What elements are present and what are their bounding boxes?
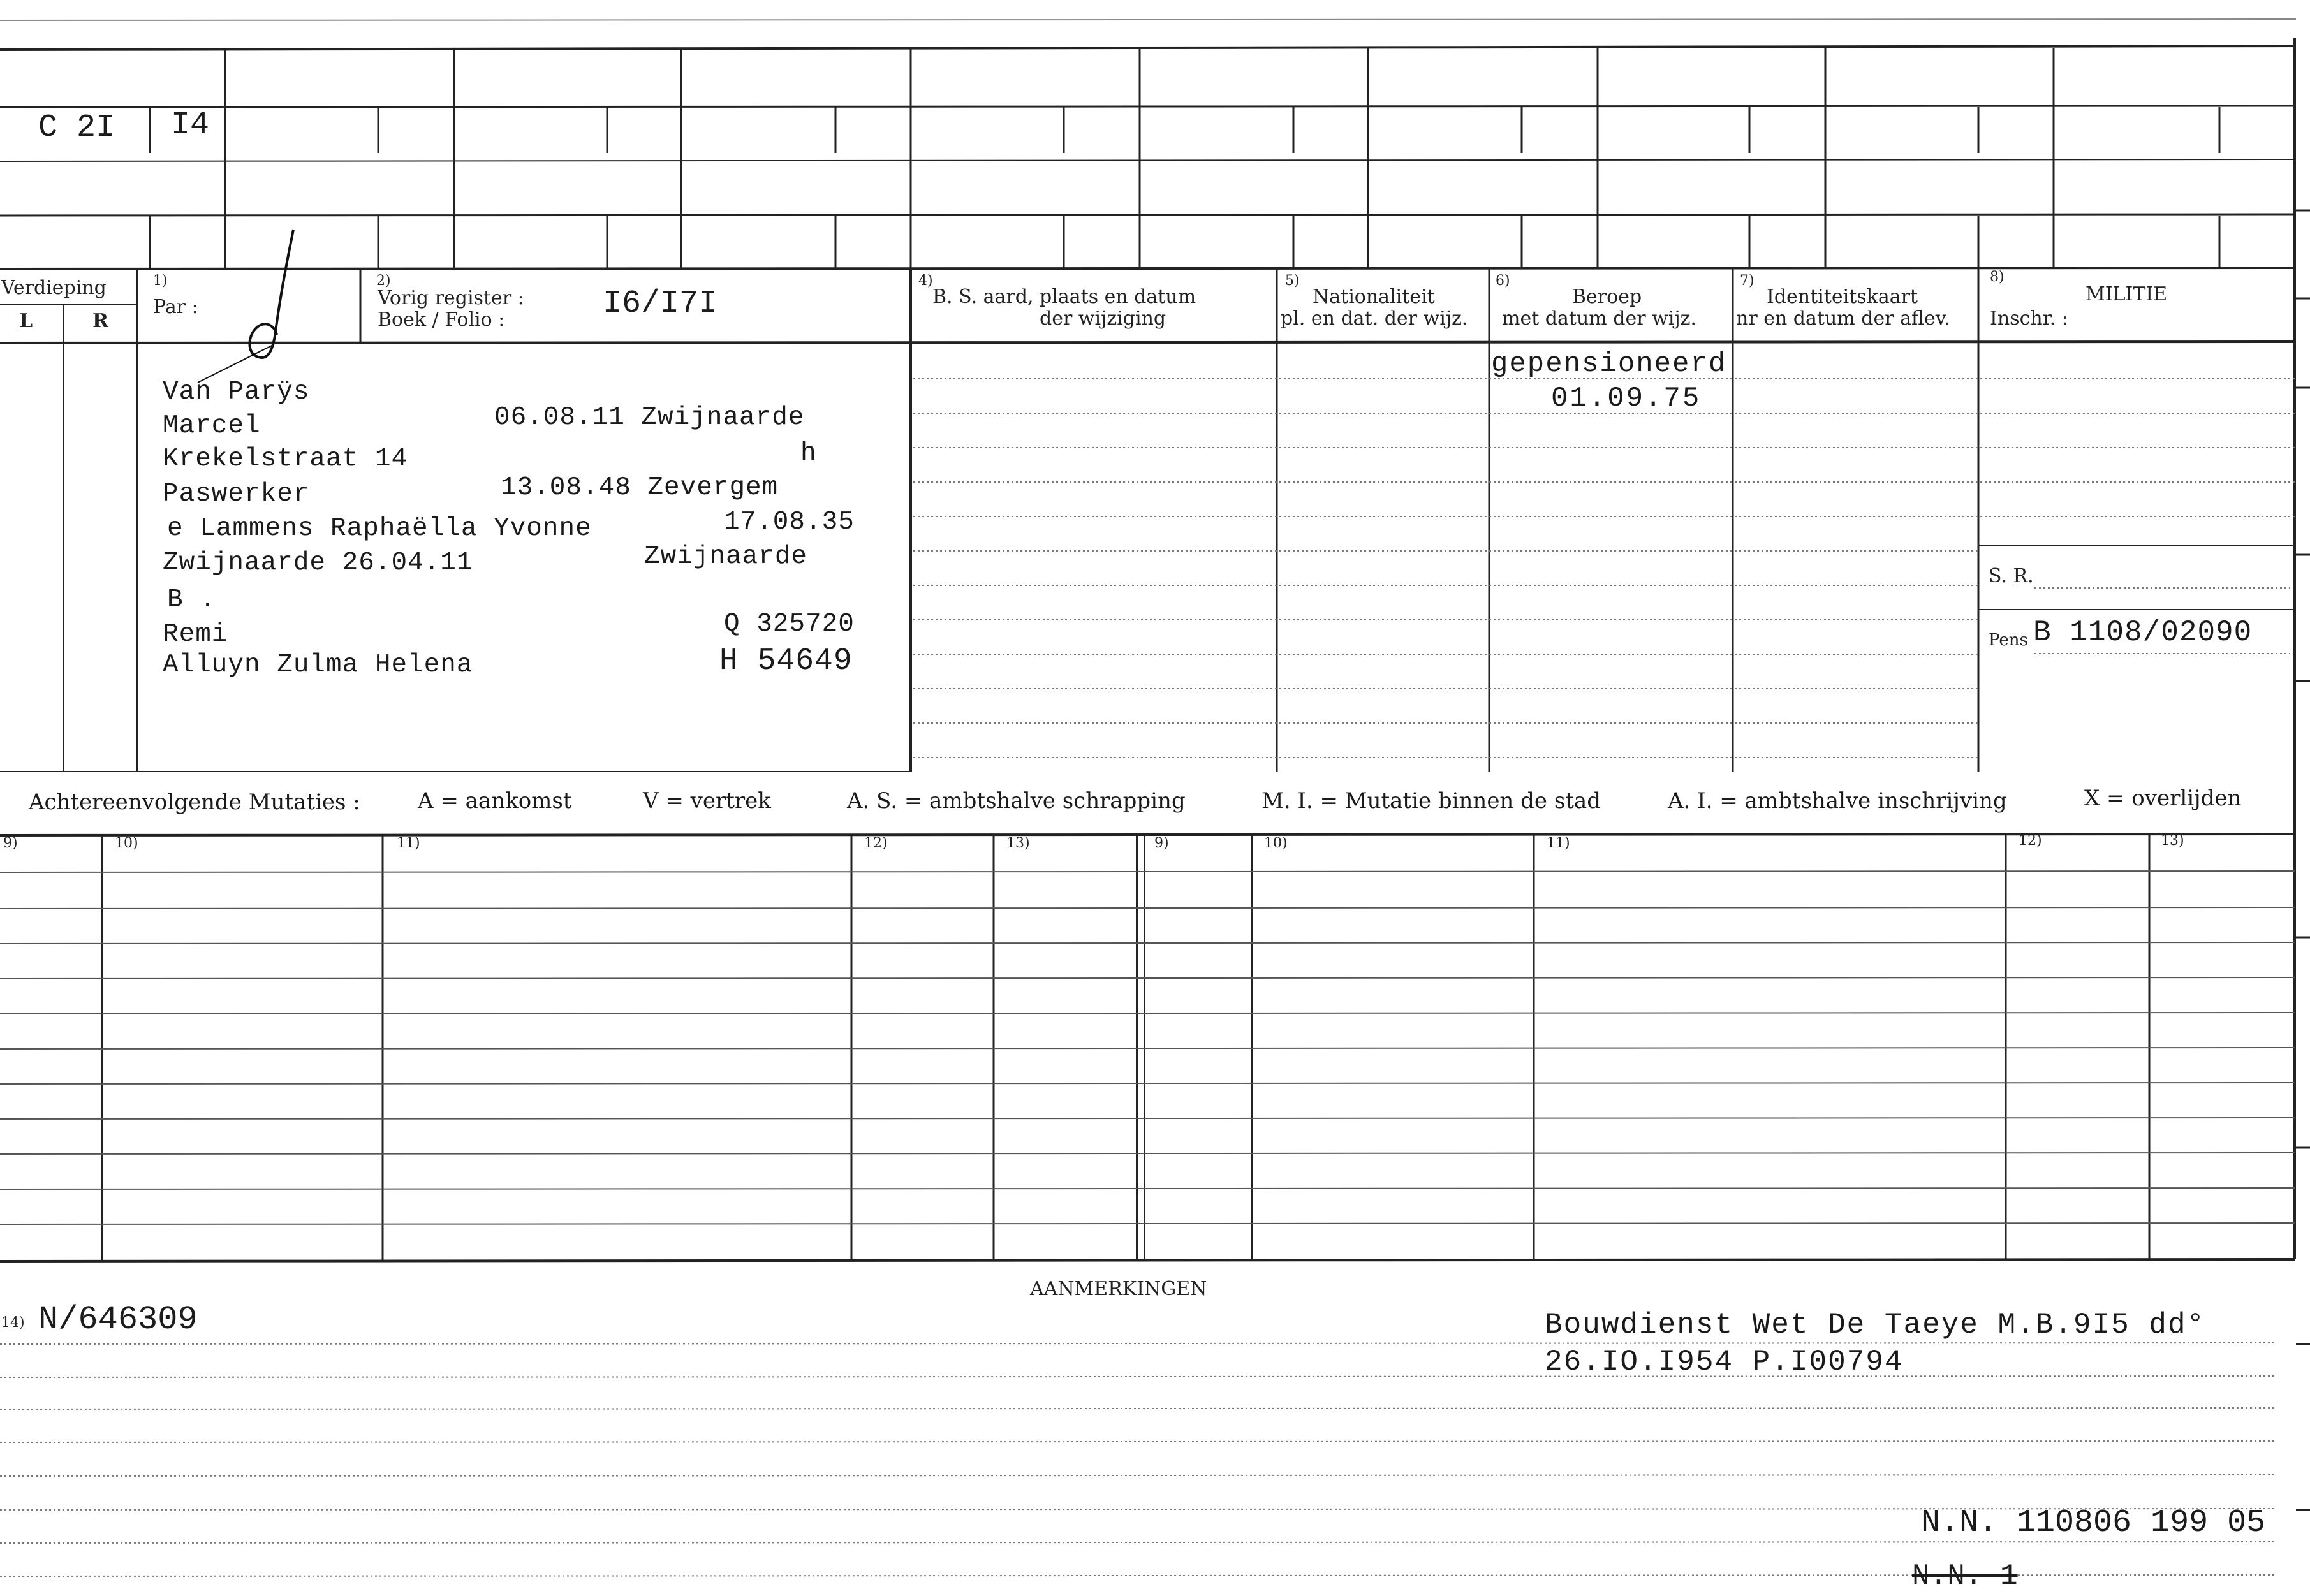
- mutation-col-11b: 11): [1547, 835, 1570, 851]
- legend-as: A. S. = ambtshalve schrapping: [847, 788, 1186, 814]
- col4-header-line1: B. S. aard, plaats en datum: [932, 286, 1196, 308]
- person-marriage: Zwijnaarde 26.04.11: [163, 548, 473, 578]
- col6-number: 6): [1496, 273, 1510, 289]
- person-father-code: Q 325720: [724, 610, 855, 639]
- mutation-col-12b: 12): [2019, 833, 2042, 849]
- col6-header-line1: Beroep: [1572, 286, 1642, 308]
- legend-mi: M. I. = Mutatie binnen de stad: [1262, 788, 1601, 814]
- person-occupation: Paswerker: [163, 480, 310, 509]
- person-marriage-place: Zwijnaarde: [644, 542, 808, 571]
- mutation-col-9: 9): [3, 835, 18, 851]
- militie-title: MILITIE: [2086, 283, 2168, 305]
- mutation-col-11: 11): [397, 835, 420, 851]
- col5-header-line1: Nationaliteit: [1313, 286, 1435, 308]
- col8-number: 8): [1990, 269, 2005, 285]
- remarks-title: AANMERKINGEN: [1030, 1278, 1207, 1300]
- person-father: Remi: [163, 620, 228, 649]
- mutation-col-13: 13): [1006, 835, 1030, 851]
- mutation-col-10b: 10): [1264, 835, 1288, 851]
- legend-x: X = overlijden: [2084, 786, 2242, 811]
- remarks-number: 14): [1, 1315, 25, 1331]
- par-label: Par :: [153, 296, 198, 318]
- beroep-date: 01.09.75: [1551, 383, 1702, 414]
- person-h: h: [800, 439, 817, 468]
- vorig-register-value: I6/I7I: [603, 286, 718, 322]
- person-since: 13.08.48 Zevergem: [501, 473, 779, 502]
- col4-number: 4): [918, 273, 933, 289]
- mutation-col-13b: 13): [2161, 833, 2184, 849]
- top-code-1: C 2I: [38, 110, 115, 146]
- beroep-status: gepensioneerd: [1491, 348, 1727, 380]
- person-name: Van Parÿs: [163, 377, 310, 407]
- person-mother-code: H 54649: [719, 644, 853, 678]
- handwritten-mark-icon: [191, 223, 332, 389]
- vorig-register-label: Vorig register :: [378, 287, 524, 309]
- mutation-col-10: 10): [115, 835, 138, 851]
- verdieping-label: Verdieping: [1, 277, 107, 299]
- top-code-2: I4: [171, 107, 210, 143]
- mutation-col-9b: 9): [1154, 835, 1169, 851]
- col5-number: 5): [1285, 273, 1300, 289]
- person-mother: Alluyn Zulma Helena: [163, 650, 473, 680]
- legend-ai: A. I. = ambtshalve inschrijving: [1668, 788, 2007, 814]
- person-street: Krekelstraat 14: [163, 444, 408, 474]
- vorig-number: 2): [376, 273, 391, 289]
- floor-l-label: L: [19, 310, 33, 332]
- boek-folio-label: Boek / Folio :: [378, 309, 505, 331]
- remarks-nn-number: N.N. 110806 199 05: [1921, 1505, 2266, 1541]
- remarks-nn-code: N/646309: [38, 1301, 198, 1338]
- mutation-col-12: 12): [864, 835, 888, 851]
- person-spouse: e Lammens Raphaëlla Yvonne: [167, 514, 592, 543]
- remarks-bouwdienst-date: 26.IO.I954 P.I00794: [1545, 1345, 1904, 1379]
- col4-header-line2: der wijziging: [1040, 307, 1166, 330]
- legend-title: Achtereenvolgende Mutaties :: [29, 789, 360, 815]
- par-number: 1): [153, 273, 168, 289]
- legend-a: A = aankomst: [418, 788, 572, 814]
- person-birth: 06.08.11 Zwijnaarde: [494, 403, 805, 432]
- col5-header-line2: pl. en dat. der wijz.: [1281, 307, 1468, 330]
- person-b: B .: [167, 585, 216, 615]
- col7-header-line1: Identiteitskaart: [1767, 286, 1918, 308]
- pens-label: Pens: [1989, 631, 2028, 650]
- floor-r-label: R: [92, 310, 108, 332]
- person-spouse-date: 17.08.35: [724, 508, 855, 537]
- sr-label: S. R.: [1989, 565, 2034, 587]
- remarks-bouwdienst: Bouwdienst Wet De Taeye M.B.9I5 dd°: [1545, 1308, 2206, 1342]
- inschr-label: Inschr. :: [1990, 307, 2068, 330]
- pens-value: B 1108/02090: [2033, 616, 2253, 649]
- col7-header-line2: nr en datum der aflev.: [1736, 307, 1950, 330]
- col6-header-line2: met datum der wijz.: [1502, 307, 1696, 330]
- legend-v: V = vertrek: [643, 788, 771, 814]
- remarks-nn-struck: N.N. 1: [1912, 1560, 2018, 1593]
- person-firstname: Marcel: [163, 411, 261, 441]
- col7-number: 7): [1740, 273, 1755, 289]
